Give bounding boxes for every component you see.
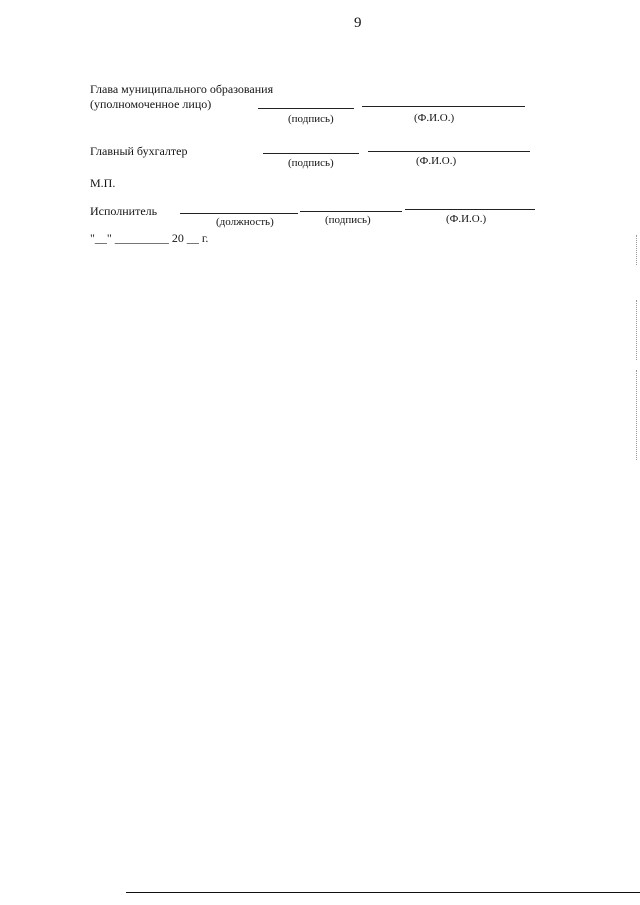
executor-position-line <box>180 213 298 214</box>
scan-edge-mark <box>636 235 637 265</box>
date-month-blank: _________ <box>114 231 169 245</box>
head-name-line <box>362 106 525 107</box>
accountant-label: Главный бухгалтер <box>90 144 188 158</box>
head-title-line1: Глава муниципального образования <box>90 82 274 96</box>
executor-label: Исполнитель <box>90 204 158 218</box>
date-year-blank: __ <box>186 231 199 245</box>
head-title-line2: (уполномоченное лицо) <box>90 97 212 111</box>
executor-signature-line <box>300 211 402 212</box>
date-close-quote: " <box>106 231 112 245</box>
executor-signature-caption: (подпись) <box>325 214 371 226</box>
accountant-name-caption: (Ф.И.О.) <box>416 155 457 167</box>
date-day-blank: __ <box>94 231 107 245</box>
date-year-suffix: г. <box>201 231 209 245</box>
executor-position-caption: (должность) <box>216 216 274 228</box>
accountant-name-line <box>368 151 530 152</box>
executor-name-caption: (Ф.И.О.) <box>446 213 487 225</box>
head-name-caption: (Ф.И.О.) <box>414 112 455 124</box>
date-open-quote: " <box>90 231 95 245</box>
date-line <box>90 232 208 245</box>
date-year-prefix: 20 <box>171 231 184 245</box>
accountant-signature-caption: (подпись) <box>288 157 334 169</box>
head-signature-caption: (подпись) <box>288 113 334 125</box>
accountant-signature-line <box>263 153 359 154</box>
page-number: 9 <box>354 15 362 31</box>
seal-mark: М.П. <box>90 176 116 190</box>
scan-edge-mark <box>636 370 637 460</box>
scan-bottom-edge <box>126 892 640 893</box>
executor-name-line <box>405 209 535 210</box>
head-signature-line <box>258 108 354 109</box>
scan-edge-mark <box>636 300 637 360</box>
